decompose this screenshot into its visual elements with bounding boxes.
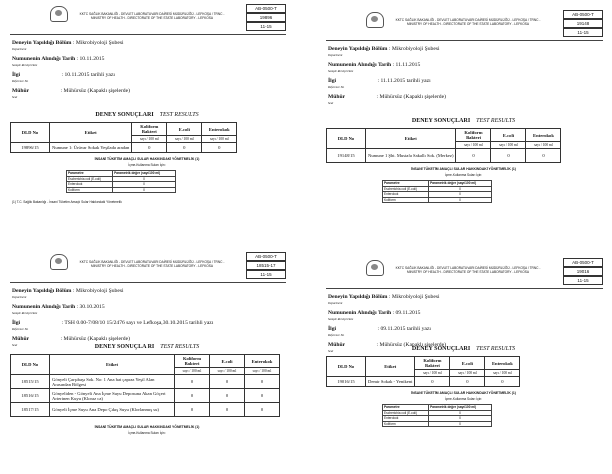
ecoli-cell: 0: [450, 377, 485, 387]
parameter-value: 0: [429, 197, 492, 203]
regulation-notice: İNSANİ TÜKETİM AMAÇLI SULAR HAKKINDAKİ YÖNETMELİK (1): [94, 425, 200, 429]
receipt-date-row: [328, 62, 601, 78]
limits-title: İçme-Kullanma Suları İçin:: [444, 397, 483, 401]
receipt-date-value: : 10.11.2015: [76, 56, 105, 62]
reference-sublabel: Reference No: [12, 327, 29, 331]
col-ecoli-header: E.coli: [210, 355, 245, 368]
param-col-header: Parametre: [383, 405, 429, 411]
coliform-cell: 0: [175, 389, 210, 403]
dld-cell: 18516/15: [11, 389, 50, 403]
receipt-date-label: Numunenin Alındığı Tarih: [328, 62, 392, 68]
header-divider: [10, 34, 286, 35]
col-coliform-header: Koliform Bakteri: [132, 123, 167, 136]
ecoli-cell: 0: [210, 389, 245, 403]
reference-value: : 11.11.2015 tarihli yazı: [377, 78, 431, 84]
col-dld-header: DLD No: [11, 123, 50, 143]
receipt-date-label: Numunenin Alındığı Tarih: [328, 310, 392, 316]
col-entero-header: Enterokok: [202, 123, 237, 136]
department-row: [12, 288, 284, 304]
receipt-date-sublabel: Sample Receipt Date: [328, 69, 354, 73]
form-code: AB-0500-T: [246, 252, 286, 261]
department-sublabel: Department: [12, 295, 27, 299]
reference-sublabel: Reference No: [328, 85, 345, 89]
results-heading: [318, 346, 609, 352]
parameter-limits-table: [382, 404, 492, 427]
reference-label: İlgi: [328, 78, 337, 84]
reference-value: : 10.11.2015 tarihli yazı: [61, 72, 115, 78]
form-code-box: [246, 252, 286, 279]
label-cell: Gönyeli Çarşıbaşı Sok. No: 1 Ana hat çapraz Yeşil Alan Arasından Bölgesi: [50, 375, 175, 389]
form-code: AB-0500-T: [563, 258, 603, 267]
reference-label: İlgi: [328, 326, 337, 332]
table-row: [11, 375, 280, 389]
dld-cell: 19148/15: [327, 149, 366, 163]
state-emblem-icon: [366, 260, 384, 276]
reference-label: İlgi: [12, 320, 21, 326]
seal-label: Mühür: [12, 336, 30, 342]
form-code-box: [563, 258, 603, 285]
department-label: Deneyin Yapıldığı Bölüm: [12, 288, 72, 294]
parameter-header-row: [383, 181, 492, 187]
entero-cell: 0: [245, 375, 280, 389]
col-label-header: Etiket: [50, 123, 132, 143]
results-heading: [318, 118, 609, 124]
results-title-en: TEST RESULTS: [476, 118, 516, 124]
report-bottom-right: [318, 254, 609, 474]
department-label: Deneyin Yapıldığı Bölüm: [328, 46, 388, 52]
page-number: 11-15: [246, 22, 286, 31]
limit-col-header: Parametrik değer (sayı/100 ml): [429, 181, 492, 187]
coliform-cell: 0: [175, 403, 210, 417]
ecoli-cell: 0: [210, 403, 245, 417]
col-entero-header: Enterokok: [526, 129, 561, 142]
unit-cell: sayı / 100 ml: [450, 370, 485, 377]
unit-cell: sayı / 100 ml: [245, 368, 280, 375]
report-number: 19896: [246, 13, 286, 22]
department-value: : Mikrobiyoloji Şubesi: [72, 40, 124, 46]
dld-cell: 18515/15: [11, 375, 50, 389]
parameter-header-row: [383, 405, 492, 411]
unit-cell: sayı / 100 ml: [491, 142, 526, 149]
receipt-date-label: Numunenin Alındığı Tarih: [12, 304, 76, 310]
results-header-row: [11, 355, 280, 368]
label-cell: Demir Sokak - Yenikent: [366, 377, 415, 387]
state-emblem-icon: [50, 254, 68, 270]
coliform-cell: 0: [415, 377, 450, 387]
parameter-value: 0: [113, 176, 176, 182]
col-coliform-header: Koliform Bakteri: [456, 129, 491, 142]
results-heading: [2, 112, 292, 118]
receipt-date-sublabel: Sample Receipt Date: [12, 63, 38, 67]
seal-label: Mühür: [328, 342, 346, 348]
page-number: 11-15: [563, 276, 603, 285]
results-title-en: TEST RESULTS: [159, 112, 199, 118]
regulation-notice: İNSANİ TÜKETİM AMAÇLI SULAR HAKKINDAKİ YÖNETMELİK (1): [411, 391, 516, 395]
reference-row: [328, 78, 601, 94]
report-header: [2, 0, 292, 32]
dld-cell: 18517/15: [11, 403, 50, 417]
parameter-value: 0: [113, 187, 176, 193]
col-label-header: Etiket: [366, 129, 456, 149]
ecoli-cell: 0: [167, 143, 202, 153]
limits-title: İçme-Kullanma Suları İçin:: [128, 431, 166, 435]
parameter-name: Escherichia coli (E.coli): [383, 410, 429, 416]
unit-cell: sayı / 100 ml: [175, 368, 210, 375]
entero-cell: 0: [245, 389, 280, 403]
receipt-date-row: [12, 304, 284, 320]
parameter-row: [383, 421, 492, 427]
state-emblem-icon: [366, 12, 384, 28]
seal-value: : Mühürsüz (Kapaklı şişelerde): [60, 336, 130, 342]
results-header-row: [327, 357, 520, 370]
institution-name: KKTC SAĞLIK BAKANLIĞI - DEVLET LABORATUVARI DAİRESİ MÜDÜRLÜĞÜ - LEFKOŞA / TRNC - MINISTRY OF HEALTH - DIRECTORATE OF THE STATE LABORATORY - LEFKOSA: [395, 18, 541, 26]
col-coliform-header: Koliform Bakteri: [415, 357, 450, 370]
table-row: [11, 389, 280, 403]
unit-cell: sayı / 100 ml: [485, 370, 520, 377]
col-coliform-header: Koliform Bakteri: [175, 355, 210, 368]
report-fields: [12, 40, 284, 104]
coliform-cell: 0: [175, 375, 210, 389]
entero-cell: 0: [245, 403, 280, 417]
reference-sublabel: Reference No: [12, 79, 29, 83]
seal-sublabel: Seal: [12, 95, 18, 99]
page-number: 11-15: [563, 28, 603, 37]
form-code: AB-0500-T: [246, 4, 286, 13]
department-value: : Mikrobiyoloji Şubesi: [72, 288, 124, 294]
header-divider: [326, 40, 603, 41]
institution-name: KKTC SAĞLIK BAKANLIĞI - DEVLET LABORATUVARI DAİRESİ MÜDÜRLÜĞÜ - LEFKOŞA / TRNC - MINISTRY OF HEALTH - DIRECTORATE OF THE STATE LABORATORY - LEFKOSA: [79, 12, 225, 20]
col-ecoli-header: E.coli: [167, 123, 202, 136]
parameter-name: Escherichia coli (E.coli): [383, 186, 429, 192]
limits-title: İçme-Kullanma Suları İçin:: [444, 173, 483, 177]
results-table: [326, 128, 561, 163]
parameter-name: Koliform: [67, 187, 113, 193]
reference-sublabel: Reference No: [328, 333, 345, 337]
department-value: : Mikrobiyoloji Şubesi: [388, 46, 440, 52]
parameter-name: Escherichia coli (E.coli): [67, 176, 113, 182]
unit-cell: sayı / 100 ml: [415, 370, 450, 377]
receipt-date-value: : 09.11.2015: [392, 310, 421, 316]
form-code: AB-0500-T: [563, 10, 603, 19]
parameter-name: Enterokok: [67, 182, 113, 188]
header-divider: [326, 288, 603, 289]
report-header: [318, 254, 609, 286]
report-top-right: [318, 6, 609, 242]
results-title-en: TEST RESULTS: [160, 344, 200, 350]
results-header-row: [11, 123, 237, 136]
parameter-name: Enterokok: [383, 192, 429, 198]
report-top-left: [2, 0, 292, 236]
seal-sublabel: Seal: [12, 343, 18, 347]
regulation-notice: İNSANİ TÜKETİM AMAÇLI SULAR HAKKINDAKİ YÖNETMELİK (1): [411, 167, 516, 171]
department-sublabel: Department: [328, 301, 343, 305]
results-table: [10, 354, 280, 417]
parameter-value: 0: [429, 410, 492, 416]
seal-label: Mühür: [328, 94, 346, 100]
reference-label: İlgi: [12, 72, 21, 78]
param-col-header: Parametre: [67, 171, 113, 177]
department-row: [12, 40, 284, 56]
seal-value: : Mühürsüz (Kapaklı şişelerde): [60, 88, 130, 94]
entero-cell: 0: [526, 149, 561, 163]
results-table: [326, 356, 520, 387]
results-title-en: TEST RESULTS: [476, 346, 516, 352]
form-code-box: [563, 10, 603, 37]
col-dld-header: DLD No: [327, 129, 366, 149]
table-row: [11, 403, 280, 417]
parameter-row: [67, 187, 176, 193]
report-number: 19148: [563, 19, 603, 28]
unit-cell: sayı / 100 ml: [210, 368, 245, 375]
reference-value: : TSH 0.00-7/08/10 15/2476 sayı ve Lefkoşa,30.10.2015 tarihli yazı: [61, 320, 214, 326]
seal-value: : Mühürsüz (Kapaklı şişelerde): [376, 94, 446, 100]
institution-name: KKTC SAĞLIK BAKANLIĞI - DEVLET LABORATUVARI DAİRESİ MÜDÜRLÜĞÜ - LEFKOŞA / TRNC - MINISTRY OF HEALTH - DIRECTORATE OF THE STATE LABORATORY - LEFKOSA: [395, 266, 541, 274]
header-divider: [10, 282, 286, 283]
department-label: Deneyin Yapıldığı Bölüm: [12, 40, 72, 46]
dld-cell: 19016/15: [327, 377, 366, 387]
department-sublabel: Department: [328, 53, 343, 57]
label-cell: Gönyeli İçme Suyu Ana Depo Çıkış Suyu (Klorlanmış su): [50, 403, 175, 417]
parameter-value: 0: [429, 416, 492, 422]
receipt-date-sublabel: Sample Receipt Date: [328, 317, 354, 321]
page-number: 11-15: [246, 270, 286, 279]
state-emblem-icon: [50, 6, 68, 22]
department-label: Deneyin Yapıldığı Bölüm: [328, 294, 388, 300]
parameter-limits-table: [66, 170, 176, 193]
receipt-date-label: Numunenin Alındığı Tarih: [12, 56, 76, 62]
results-title: DENEY SONUÇLA RI: [94, 344, 155, 350]
table-row: [327, 377, 520, 387]
results-heading: [2, 344, 292, 350]
table-row: [11, 143, 237, 153]
report-header: [318, 6, 609, 38]
seal-row: [328, 94, 601, 110]
form-code-box: [246, 4, 286, 31]
col-ecoli-header: E.coli: [450, 357, 485, 370]
report-number: 19016: [563, 267, 603, 276]
unit-cell: sayı / 100 ml: [167, 136, 202, 143]
param-col-header: Parametre: [383, 181, 429, 187]
col-label-header: Etiket: [50, 355, 175, 375]
col-ecoli-header: E.coli: [491, 129, 526, 142]
reference-row: [12, 320, 284, 336]
results-title: DENEY SONUÇLARI: [411, 346, 471, 352]
report-fields: [12, 288, 284, 352]
parameter-value: 0: [113, 182, 176, 188]
seal-label: Mühür: [12, 88, 30, 94]
seal-sublabel: Seal: [328, 101, 334, 105]
seal-sublabel: Seal: [328, 349, 334, 353]
receipt-date-row: [12, 56, 284, 72]
receipt-date-sublabel: Sample Receipt Date: [12, 311, 38, 315]
unit-cell: sayı / 100 ml: [202, 136, 237, 143]
reference-row: [12, 72, 284, 88]
limit-col-header: Parametrik değer (sayı/100 ml): [429, 405, 492, 411]
footnote: (1) T.C. Sağlık Bakanlığı - İnsani Tüketim Amaçlı Sular Hakkındaki Yönetmelik: [12, 200, 122, 204]
ecoli-cell: 0: [491, 149, 526, 163]
limits-title: İçme-Kullanma Suları İçin:: [128, 163, 166, 167]
parameter-header-row: [67, 171, 176, 177]
seal-value: : Mühürsüz (Kapaklı şişelerde): [376, 342, 446, 348]
receipt-date-value: : 11.11.2015: [392, 62, 421, 68]
parameter-value: 0: [429, 421, 492, 427]
seal-row: [12, 88, 284, 104]
parameter-name: Koliform: [383, 197, 429, 203]
reference-row: [328, 326, 601, 342]
table-row: [327, 149, 561, 163]
parameter-name: Koliform: [383, 421, 429, 427]
results-table: [10, 122, 237, 153]
institution-name: KKTC SAĞLIK BAKANLIĞI - DEVLET LABORATUVARI DAİRESİ MÜDÜRLÜĞÜ - LEFKOŞA / TRNC - MINISTRY OF HEALTH - DIRECTORATE OF THE STATE LABORATORY - LEFKOSA: [79, 260, 225, 268]
entero-cell: 0: [485, 377, 520, 387]
col-entero-header: Enterokok: [485, 357, 520, 370]
results-title: DENEY SONUÇLARI: [411, 118, 471, 124]
label-cell: Gönyeliden - Gönyeli Ana İçme Suyu Deposuna Akan Göçeri Arterinen Kuyu (Kloraz ca): [50, 389, 175, 403]
regulation-notice: İNSANİ TÜKETİM AMAÇLI SULAR HAKKINDAKİ YÖNETMELİK (1): [94, 157, 200, 161]
department-value: : Mikrobiyoloji Şubesi: [388, 294, 440, 300]
results-header-row: [327, 129, 561, 142]
reference-value: : 09.11.2015 tarihli yazı: [377, 326, 431, 332]
receipt-date-value: : 30.10.2015: [76, 304, 105, 310]
label-cell: Numune 1 Şht. Mustafa Sakallı Sok. (Merkez): [366, 149, 456, 163]
parameter-row: [383, 197, 492, 203]
col-dld-header: DLD No: [11, 355, 50, 375]
unit-cell: sayı / 100 ml: [132, 136, 167, 143]
unit-cell: sayı / 100 ml: [526, 142, 561, 149]
dld-cell: 19896/15: [11, 143, 50, 153]
report-header: [2, 248, 292, 280]
col-entero-header: Enterokok: [245, 355, 280, 368]
label-cell: Numune 1: Ürüvar Sokak Yeşilada aradan: [50, 143, 132, 153]
department-sublabel: Department: [12, 47, 27, 51]
parameter-value: 0: [429, 186, 492, 192]
coliform-cell: 0: [132, 143, 167, 153]
limit-col-header: Parametrik değer (sayı/100 ml): [113, 171, 176, 177]
col-dld-header: DLD No: [327, 357, 366, 377]
entero-cell: 0: [202, 143, 237, 153]
col-label-header: Etiket: [366, 357, 415, 377]
receipt-date-row: [328, 310, 601, 326]
department-row: [328, 46, 601, 62]
ecoli-cell: 0: [210, 375, 245, 389]
results-title: DENEY SONUÇLARI: [95, 112, 154, 118]
report-number: 18515-17: [246, 261, 286, 270]
parameter-value: 0: [429, 192, 492, 198]
report-bottom-left: [2, 248, 292, 474]
coliform-cell: 0: [456, 149, 491, 163]
report-fields: [328, 46, 601, 110]
parameter-name: Enterokok: [383, 416, 429, 422]
parameter-limits-table: [382, 180, 492, 203]
department-row: [328, 294, 601, 310]
unit-cell: sayı / 100 ml: [456, 142, 491, 149]
